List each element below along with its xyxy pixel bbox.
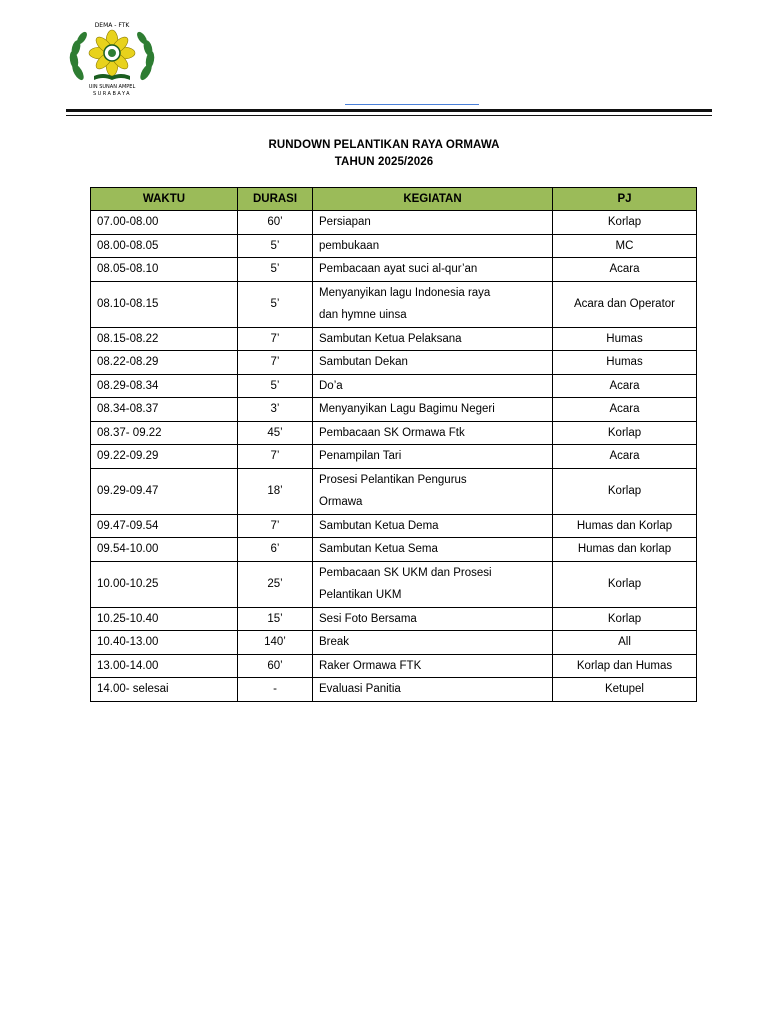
table-header-row [91, 188, 697, 211]
table-row [91, 678, 697, 702]
cell-pj: Korlap dan Humas [553, 654, 697, 678]
table-row [91, 607, 697, 631]
cell-kegiatan-line: Evaluasi Panitia [319, 683, 401, 695]
cell-pj: MC [553, 234, 697, 258]
svg-text:UIN SUNAN AMPEL: UIN SUNAN AMPEL [88, 84, 136, 90]
cell-pj: Acara dan Operator [553, 281, 697, 327]
cell-kegiatan-line: Ormawa [319, 496, 363, 508]
cell-kegiatan-line: Pelantikan UKM [319, 589, 402, 601]
table-row [91, 514, 697, 538]
table-row [91, 398, 697, 422]
cell-waktu: 08.15-08.22 [91, 327, 238, 351]
dema-ftk-logo [66, 20, 158, 98]
cell-waktu: 10.40-13.00 [91, 631, 238, 655]
cell-kegiatan-line: Persiapan [319, 216, 371, 228]
cell-kegiatan-line: dan hymne uinsa [319, 309, 407, 321]
table-row [91, 538, 697, 562]
svg-text:SURABAYA: SURABAYA [92, 91, 132, 97]
cell-pj: Korlap [553, 561, 697, 607]
table-row [91, 281, 697, 327]
header-rule-thin [66, 115, 712, 116]
cell-durasi: 7’ [238, 514, 313, 538]
cell-kegiatan [313, 258, 553, 282]
table-row [91, 351, 697, 375]
cell-kegiatan [313, 538, 553, 562]
cell-waktu: 10.00-10.25 [91, 561, 238, 607]
cell-durasi: 15’ [238, 607, 313, 631]
header-kegiatan: KEGIATAN [313, 188, 553, 211]
cell-waktu: 09.47-09.54 [91, 514, 238, 538]
header-waktu: WAKTU [91, 188, 238, 211]
cell-durasi: 5’ [238, 374, 313, 398]
cell-waktu: 14.00- selesai [91, 678, 238, 702]
cell-kegiatan [313, 514, 553, 538]
cell-kegiatan-line: Sambutan Ketua Sema [319, 543, 438, 555]
table-row [91, 468, 697, 514]
cell-pj: Korlap [553, 607, 697, 631]
cell-pj: Korlap [553, 468, 697, 514]
cell-kegiatan [313, 327, 553, 351]
cell-kegiatan-line: Menyanyikan Lagu Bagimu Negeri [319, 403, 495, 415]
cell-durasi: 5’ [238, 234, 313, 258]
table-row [91, 631, 697, 655]
cell-kegiatan-line: Sesi Foto Bersama [319, 612, 417, 625]
cell-pj: Acara [553, 258, 697, 282]
cell-waktu: 13.00-14.00 [91, 654, 238, 678]
table-row [91, 234, 697, 258]
header-link-underline [345, 104, 479, 105]
cell-pj: Acara [553, 374, 697, 398]
cell-waktu: 08.34-08.37 [91, 398, 238, 422]
cell-pj: Humas dan korlap [553, 538, 697, 562]
cell-durasi: 140’ [238, 631, 313, 655]
cell-kegiatan-line: pembukaan [319, 239, 380, 252]
table-row [91, 445, 697, 469]
cell-pj: Humas [553, 351, 697, 375]
cell-pj: Acara [553, 445, 697, 469]
cell-pj: Acara [553, 398, 697, 422]
cell-waktu: 08.05-08.10 [91, 258, 238, 282]
cell-durasi: 7’ [238, 327, 313, 351]
cell-kegiatan [313, 398, 553, 422]
document-title: RUNDOWN PELANTIKAN RAYA ORMAWA [268, 139, 500, 151]
cell-durasi: 5’ [238, 258, 313, 282]
cell-waktu: 08.37- 09.22 [91, 421, 238, 445]
cell-kegiatan-line: Pembacaan SK Ormawa Ftk [319, 426, 465, 439]
cell-kegiatan-line: Sambutan Ketua Dema [319, 519, 439, 532]
cell-durasi: - [238, 678, 313, 702]
cell-waktu: 09.29-09.47 [91, 468, 238, 514]
cell-kegiatan-line: Penampilan Tari [319, 450, 402, 462]
cell-waktu: 08.29-08.34 [91, 374, 238, 398]
cell-kegiatan-line: Sambutan Ketua Pelaksana [319, 332, 462, 345]
cell-pj: Humas dan Korlap [553, 514, 697, 538]
cell-durasi: 25’ [238, 561, 313, 607]
table-row [91, 374, 697, 398]
cell-durasi: 45’ [238, 421, 313, 445]
cell-kegiatan-line: Menyanyikan lagu Indonesia raya [319, 286, 491, 299]
cell-kegiatan [313, 374, 553, 398]
cell-waktu: 08.10-08.15 [91, 281, 238, 327]
header-pj: PJ [553, 188, 697, 211]
cell-kegiatan [313, 678, 553, 702]
table-row [91, 654, 697, 678]
table-row [91, 421, 697, 445]
cell-kegiatan-line: Raker Ormawa FTK [319, 659, 422, 672]
table-row [91, 327, 697, 351]
header-rule-thick [66, 109, 712, 112]
cell-pj: Korlap [553, 421, 697, 445]
table-row [91, 258, 697, 282]
cell-durasi: 3’ [238, 398, 313, 422]
cell-durasi: 7’ [238, 445, 313, 469]
cell-durasi: 18’ [238, 468, 313, 514]
cell-durasi: 6’ [238, 538, 313, 562]
table-row [91, 561, 697, 607]
cell-durasi: 5’ [238, 281, 313, 327]
cell-durasi: 60’ [238, 654, 313, 678]
cell-pj: Humas [553, 327, 697, 351]
cell-waktu: 07.00-08.00 [91, 211, 238, 235]
cell-waktu: 08.00-08.05 [91, 234, 238, 258]
svg-text:DEMA - FTK: DEMA - FTK [94, 22, 130, 29]
cell-kegiatan [313, 421, 553, 445]
cell-durasi: 7’ [238, 351, 313, 375]
cell-waktu: 10.25-10.40 [91, 607, 238, 631]
table-row [91, 211, 697, 235]
cell-kegiatan-line: Do’a [319, 379, 343, 392]
cell-kegiatan [313, 631, 553, 655]
cell-kegiatan [313, 234, 553, 258]
cell-kegiatan [313, 561, 553, 607]
cell-durasi: 60’ [238, 211, 313, 235]
cell-kegiatan-line: Pembacaan SK UKM dan Prosesi [319, 566, 492, 579]
cell-kegiatan-line: Break [319, 636, 350, 648]
cell-kegiatan [313, 211, 553, 235]
cell-kegiatan [313, 281, 553, 327]
cell-kegiatan-line: Prosesi Pelantikan Pengurus [319, 473, 467, 486]
document-subtitle: TAHUN 2025/2026 [334, 156, 434, 168]
cell-pj: Korlap [553, 211, 697, 235]
cell-kegiatan [313, 445, 553, 469]
cell-pj: Ketupel [553, 678, 697, 702]
cell-kegiatan [313, 607, 553, 631]
cell-kegiatan [313, 351, 553, 375]
cell-waktu: 09.22-09.29 [91, 445, 238, 469]
header-durasi: DURASI [238, 188, 313, 211]
cell-kegiatan [313, 468, 553, 514]
cell-waktu: 08.22-08.29 [91, 351, 238, 375]
cell-kegiatan-line: Pembacaan ayat suci al-qur’an [319, 263, 478, 275]
cell-kegiatan [313, 654, 553, 678]
cell-pj: All [553, 631, 697, 655]
cell-waktu: 09.54-10.00 [91, 538, 238, 562]
rundown-table [90, 187, 697, 702]
cell-kegiatan-line: Sambutan Dekan [319, 356, 408, 368]
